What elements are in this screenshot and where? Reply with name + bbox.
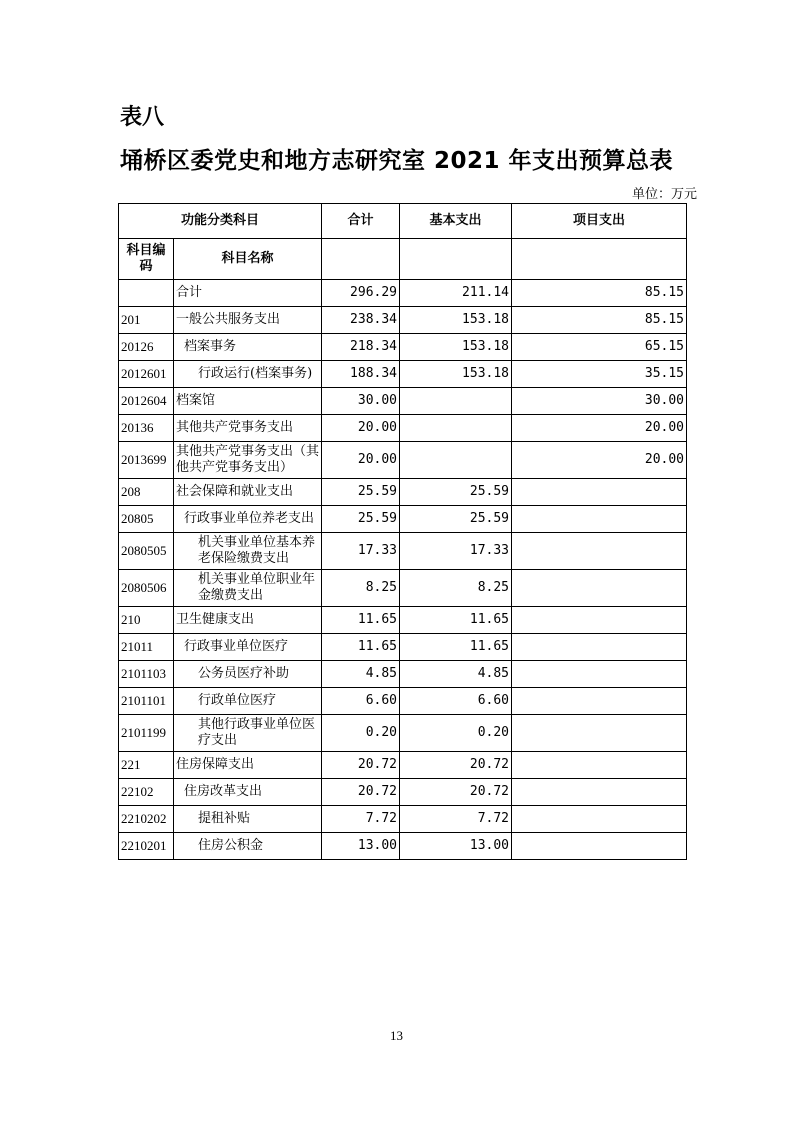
name-cell: 其他共产党事务支出（其他共产党事务支出）: [174, 442, 322, 479]
basic-cell: 17.33: [400, 533, 512, 570]
basic-cell: [400, 388, 512, 415]
basic-cell: 13.00: [400, 833, 512, 860]
table-row: [119, 779, 687, 806]
total-cell: 6.60: [322, 688, 400, 715]
project-cell: [512, 779, 687, 806]
code-cell: 221: [119, 752, 174, 779]
total-cell: 8.25: [322, 570, 400, 607]
page-title: 埇桥区委党史和地方志研究室 2021 年支出预算总表: [119, 148, 674, 174]
code-cell: 2101101: [119, 688, 174, 715]
project-cell: [512, 833, 687, 860]
total-cell: 296.29: [322, 280, 400, 307]
total-cell: 238.34: [322, 307, 400, 334]
header-basic: 基本支出: [400, 204, 512, 239]
basic-cell: 20.72: [400, 752, 512, 779]
name-cell: 一般公共服务支出: [174, 307, 322, 334]
name-cell: 档案馆: [174, 388, 322, 415]
table-row: [119, 479, 687, 506]
name-cell: 住房公积金: [174, 833, 322, 860]
code-cell: 2101103: [119, 661, 174, 688]
name-cell: 社会保障和就业支出: [174, 479, 322, 506]
code-cell: 2012601: [119, 361, 174, 388]
table-row: [119, 506, 687, 533]
total-cell: 4.85: [322, 661, 400, 688]
name-cell: 档案事务: [174, 334, 322, 361]
project-cell: [512, 806, 687, 833]
total-cell: 0.20: [322, 715, 400, 752]
total-cell: 20.72: [322, 779, 400, 806]
project-cell: 85.15: [512, 280, 687, 307]
name-cell: 提租补贴: [174, 806, 322, 833]
project-cell: [512, 715, 687, 752]
table-row: [119, 307, 687, 334]
header-function-category: 功能分类科目: [119, 204, 322, 239]
table-row: [119, 634, 687, 661]
unit-note: 单位：万元: [631, 187, 697, 202]
header-empty: [512, 239, 687, 280]
table-row: [119, 715, 687, 752]
table-subheader-row: [119, 239, 687, 280]
table-row: [119, 607, 687, 634]
total-cell: 7.72: [322, 806, 400, 833]
basic-cell: 11.65: [400, 607, 512, 634]
name-cell: 行政运行(档案事务): [174, 361, 322, 388]
project-cell: [512, 661, 687, 688]
project-cell: 30.00: [512, 388, 687, 415]
total-cell: 20.00: [322, 415, 400, 442]
table-label: 表八: [120, 105, 165, 130]
name-cell: 住房保障支出: [174, 752, 322, 779]
total-cell: 20.00: [322, 442, 400, 479]
basic-cell: 211.14: [400, 280, 512, 307]
name-cell: 行政事业单位养老支出: [174, 506, 322, 533]
code-cell: 2013699: [119, 442, 174, 479]
header-project: 项目支出: [512, 204, 687, 239]
basic-cell: 6.60: [400, 688, 512, 715]
basic-cell: [400, 415, 512, 442]
project-cell: 65.15: [512, 334, 687, 361]
header-name: 科目名称: [174, 239, 322, 280]
total-cell: 30.00: [322, 388, 400, 415]
name-cell: 机关事业单位基本养老保险缴费支出: [174, 533, 322, 570]
header-empty: [322, 239, 400, 280]
code-cell: 22102: [119, 779, 174, 806]
basic-cell: [400, 442, 512, 479]
project-cell: 20.00: [512, 442, 687, 479]
total-cell: 13.00: [322, 833, 400, 860]
code-cell: 2012604: [119, 388, 174, 415]
code-cell: 201: [119, 307, 174, 334]
code-cell: [119, 280, 174, 307]
page-number: 13: [390, 1028, 403, 1043]
name-cell: 其他共产党事务支出: [174, 415, 322, 442]
code-cell: 2101199: [119, 715, 174, 752]
code-cell: 2210201: [119, 833, 174, 860]
basic-cell: 153.18: [400, 307, 512, 334]
basic-cell: 25.59: [400, 479, 512, 506]
table-row: [119, 833, 687, 860]
project-cell: [512, 688, 687, 715]
code-cell: 20126: [119, 334, 174, 361]
total-cell: 188.34: [322, 361, 400, 388]
header-empty: [400, 239, 512, 280]
basic-cell: 20.72: [400, 779, 512, 806]
code-cell: 2080506: [119, 570, 174, 607]
budget-table: [118, 203, 687, 860]
name-cell: 机关事业单位职业年金缴费支出: [174, 570, 322, 607]
project-cell: [512, 479, 687, 506]
basic-cell: 0.20: [400, 715, 512, 752]
basic-cell: 25.59: [400, 506, 512, 533]
table-row: [119, 661, 687, 688]
basic-cell: 8.25: [400, 570, 512, 607]
project-cell: [512, 533, 687, 570]
total-cell: 20.72: [322, 752, 400, 779]
basic-cell: 4.85: [400, 661, 512, 688]
table-row: [119, 752, 687, 779]
basic-cell: 153.18: [400, 361, 512, 388]
table-row: [119, 334, 687, 361]
table-row: [119, 415, 687, 442]
total-cell: 218.34: [322, 334, 400, 361]
code-cell: 210: [119, 607, 174, 634]
code-cell: 2210202: [119, 806, 174, 833]
table-row: [119, 388, 687, 415]
header-total: 合计: [322, 204, 400, 239]
name-cell: 公务员医疗补助: [174, 661, 322, 688]
basic-cell: 7.72: [400, 806, 512, 833]
name-cell: 行政单位医疗: [174, 688, 322, 715]
table-row: [119, 570, 687, 607]
table-row: [119, 280, 687, 307]
project-cell: [512, 506, 687, 533]
code-cell: 208: [119, 479, 174, 506]
basic-cell: 153.18: [400, 334, 512, 361]
project-cell: 85.15: [512, 307, 687, 334]
total-cell: 11.65: [322, 607, 400, 634]
project-cell: [512, 752, 687, 779]
project-cell: 20.00: [512, 415, 687, 442]
total-cell: 17.33: [322, 533, 400, 570]
code-cell: 2080505: [119, 533, 174, 570]
total-cell: 25.59: [322, 506, 400, 533]
project-cell: [512, 607, 687, 634]
table-row: [119, 688, 687, 715]
basic-cell: 11.65: [400, 634, 512, 661]
table-row: [119, 442, 687, 479]
code-cell: 21011: [119, 634, 174, 661]
name-cell: 卫生健康支出: [174, 607, 322, 634]
name-cell: 合计: [174, 280, 322, 307]
table-row: [119, 361, 687, 388]
code-cell: 20136: [119, 415, 174, 442]
total-cell: 11.65: [322, 634, 400, 661]
name-cell: 行政事业单位医疗: [174, 634, 322, 661]
header-code: 科目编码: [119, 239, 174, 280]
total-cell: 25.59: [322, 479, 400, 506]
table-row: [119, 806, 687, 833]
name-cell: 住房改革支出: [174, 779, 322, 806]
code-cell: 20805: [119, 506, 174, 533]
project-cell: 35.15: [512, 361, 687, 388]
project-cell: [512, 570, 687, 607]
table-row: [119, 533, 687, 570]
table-header-row: [119, 204, 687, 239]
project-cell: [512, 634, 687, 661]
name-cell: 其他行政事业单位医疗支出: [174, 715, 322, 752]
